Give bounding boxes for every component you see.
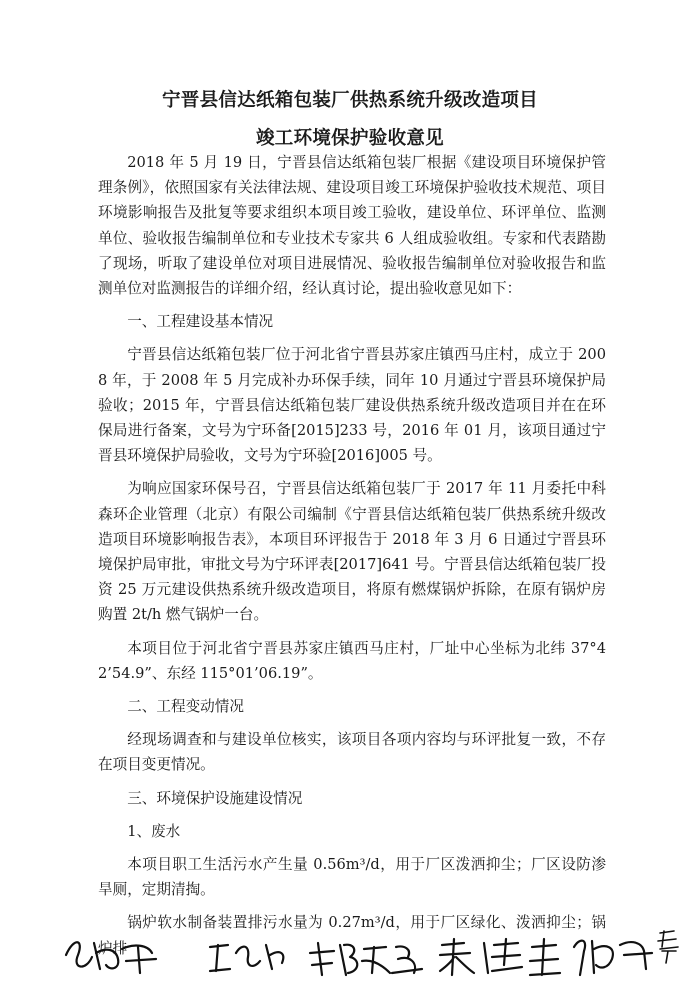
document-body <box>98 150 606 961</box>
section2-paragraph: 经现场调查和与建设单位核实，该项目各项内容均与环评批复一致，不存在项目变更情况。 <box>98 731 606 774</box>
section3-heading: 三、环境保护设施建设情况 <box>127 789 303 807</box>
signature-1 <box>66 942 156 973</box>
section1-paragraph-3: 本项目位于河北省宁晋县苏家庄镇西马庄村，厂址中心坐标为北纬 37°42’54.9”、东经 115°01’06.19”。 <box>98 639 606 682</box>
signature-2 <box>210 945 283 971</box>
handwritten-signatures <box>60 925 680 985</box>
document-title-line2: 竣工环境保护验收意见 <box>255 128 444 149</box>
section1-paragraph-1: 宁晋县信达纸箱包装厂位于河北省宁晋县苏家庄镇西马庄村，成立于 2008 年，于 2008 年 5 月完成补办环保手续，同年 10 月通过宁晋县环境保护局验收；2015 年，宁晋县信达纸箱包装厂建设供热系统升级改造项目并在在环保局进行备案，文号为宁环备[2015]233 号，2016 年 01 月，该项目通过宁晋县环境保护局验收，文号为宁环验[2016]005 号。 <box>98 346 606 465</box>
signature-6 <box>658 931 678 963</box>
section2-heading: 二、工程变动情况 <box>127 698 244 716</box>
section1-heading: 一、工程建设基本情况 <box>127 313 274 331</box>
section3-subheading-wastewater: 1、废水 <box>127 822 181 840</box>
section3-paragraph-1: 本项目职工生活污水产生量 0.56m³/d，用于厂区泼洒抑尘；厂区设防渗旱厕，定期清掏。 <box>98 856 606 899</box>
signature-5 <box>574 941 652 975</box>
section1-paragraph-2: 为响应国家环保号召，宁晋县信达纸箱包装厂于 2017 年 11 月委托中科森环企业管理（北京）有限公司编制《宁晋县信达纸箱包装厂供热系统升级改造项目环境影响报告表》，本项目环评报告于 2018 年 3 月 6 日通过宁晋县环境保护局审批，审批文号为宁环评表[2017]641 号。宁晋县信达纸箱包装厂投资 25 万元建设供热系统升级改造项目，将原有燃煤锅炉拆除，在原有锅炉房购置 2t/h 燃气锅炉一台。 <box>98 480 606 624</box>
document-title-line1: 宁晋县信达纸箱包装厂供热系统升级改造项目 <box>161 90 538 111</box>
signature-4 <box>440 939 560 975</box>
intro-paragraph: 2018 年 5 月 19 日，宁晋县信达纸箱包装厂根据《建设项目环境保护管理条例》，依照国家有关法律法规、建设项目竣工环境保护验收技术规范、项目环境影响报告及批复等要求组织本项目竣工验收，建设单位、环评单位、监测单位、验收报告编制单位和专业技术专家共 6 人组成验收组。专家和代表踏勘了现场，听取了建设单位对项目进展情况、验收报告编制单位对验收报告和监测单位对监测报告的详细介绍，经认真讨论，提出验收意见如下： <box>98 154 606 298</box>
signature-3 <box>310 943 422 975</box>
section3-paragraph-2: 锅炉软水制备装置排污水量为 0.27m³/d，用于厂区绿化、泼洒抑尘；锅炉排 <box>98 914 606 957</box>
